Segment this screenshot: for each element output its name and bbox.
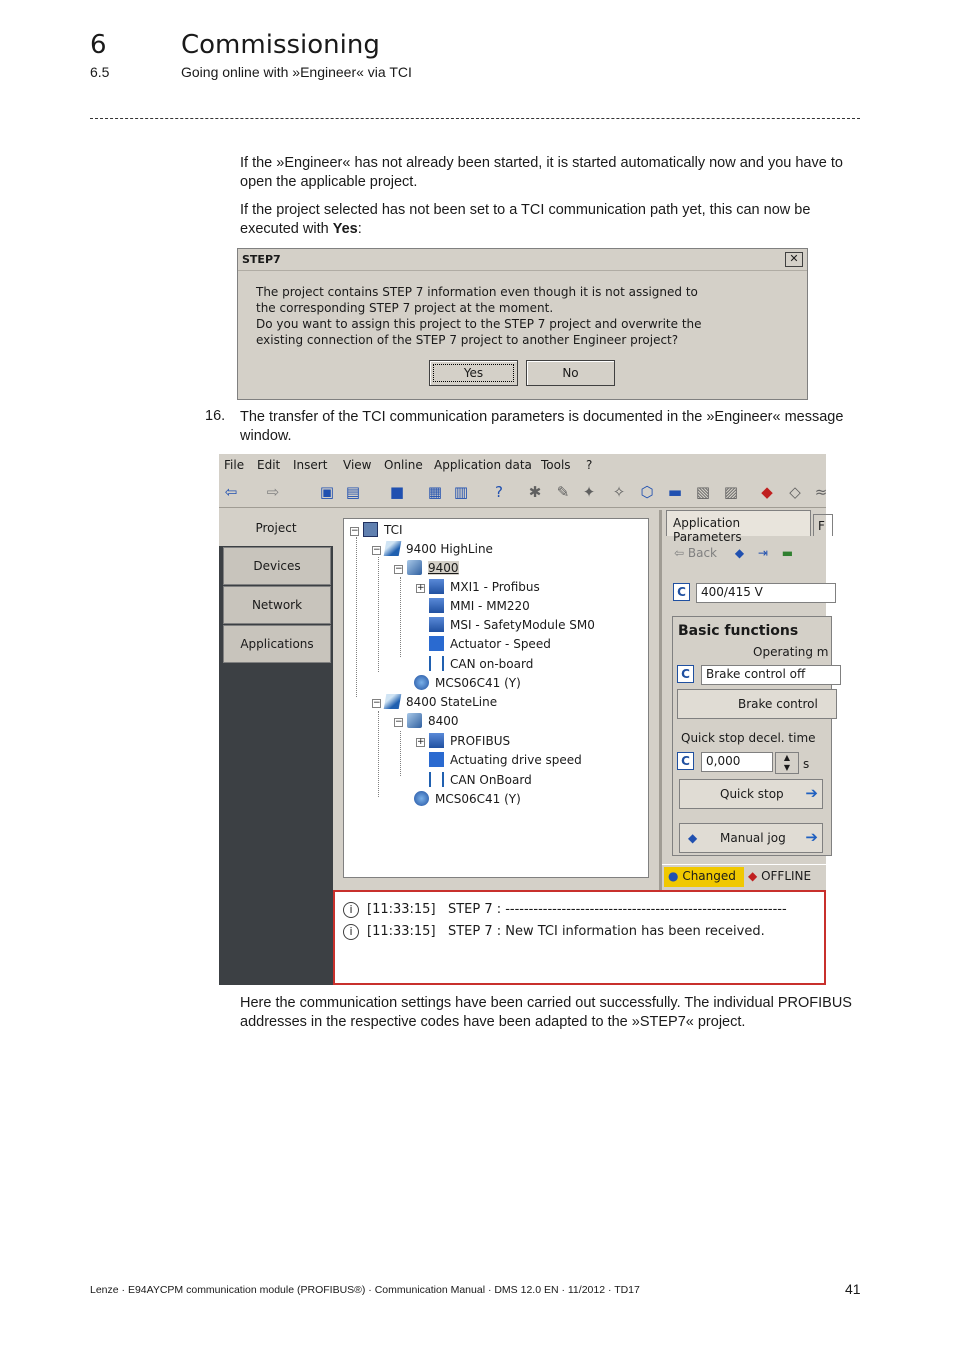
offline-label: OFFLINE: [761, 869, 812, 883]
back-arrow-icon[interactable]: ⇦: [674, 546, 688, 560]
sidebar-devices-button[interactable]: Devices: [223, 547, 331, 585]
basic-functions-group: [672, 616, 832, 856]
changed-badge: [664, 867, 744, 887]
tab-f[interactable]: F: [813, 514, 833, 536]
can-bus-icon: [429, 656, 444, 671]
menu-online[interactable]: Online: [384, 458, 423, 472]
tool-icon[interactable]: ✧: [612, 483, 626, 501]
sidebar-network-button[interactable]: Network: [223, 586, 331, 624]
paragraph-colon: :: [357, 221, 362, 237]
collapse-icon[interactable]: −: [373, 545, 381, 555]
tool-icon[interactable]: ✦: [582, 483, 596, 501]
offline-icon: ◆: [748, 869, 758, 883]
sidebar-applications-button[interactable]: Applications: [223, 625, 331, 663]
tree-label: Actuator - Speed: [450, 637, 551, 651]
device-line-icon: [384, 694, 402, 709]
menu-edit[interactable]: Edit: [257, 458, 281, 472]
menu-bar: [219, 454, 826, 478]
dialog-title-bar: [238, 249, 807, 271]
tree-label: 8400 StateLine: [406, 695, 498, 709]
tree-node-mcs1[interactable]: [414, 675, 521, 691]
tree-connector: [378, 711, 379, 797]
application-icon: [429, 752, 444, 767]
tree-node-9400[interactable]: [394, 560, 459, 576]
folder-icon[interactable]: ▤: [345, 483, 361, 501]
tree-node-8400-stateline[interactable]: [372, 694, 497, 710]
dialog-message: [256, 284, 702, 348]
step-16-text: The transfer of the TCI communication parameters is documented in the »Engineer« message window.: [240, 409, 844, 444]
tree-connector: [400, 577, 401, 657]
forward-arrow-icon[interactable]: ⇨: [266, 483, 280, 501]
menu-file[interactable]: File: [224, 458, 245, 472]
section-title: Going online with »Engineer« via TCI: [181, 64, 412, 80]
arrow-right-icon: ➔: [805, 784, 818, 802]
changed-label: Changed: [682, 869, 736, 883]
unit-seconds: s: [803, 757, 810, 771]
arrow-right-icon: ➔: [805, 828, 818, 846]
menu-tools[interactable]: Tools: [541, 458, 571, 472]
tree-label: MMI - MM220: [450, 599, 530, 613]
controller-icon: [407, 560, 422, 575]
paragraph-yes-bold: Yes: [332, 221, 358, 237]
code-c-icon[interactable]: C: [677, 752, 694, 770]
dialog-line: The project contains STEP 7 information even though it is not assigned to: [256, 285, 698, 299]
tree-label-selected: 9400: [428, 561, 459, 575]
paragraph-tci-path-text: If the project selected has not been set to a TCI communication path yet, this can now be executed with: [240, 202, 811, 237]
expand-icon[interactable]: +: [417, 583, 425, 593]
info-icon: i: [343, 902, 359, 918]
tool-icon[interactable]: ▨: [723, 483, 739, 501]
sidebar: [219, 510, 333, 985]
c-code-box[interactable]: [677, 665, 694, 683]
tree-node-8400[interactable]: [394, 713, 459, 729]
manual-jog-label: Manual jog: [720, 831, 786, 845]
menu-application-data[interactable]: Application data: [434, 458, 532, 472]
close-icon[interactable]: ✕: [785, 252, 803, 267]
can-bus-icon: [429, 772, 444, 787]
splitter[interactable]: [659, 510, 662, 890]
menu-help[interactable]: ?: [586, 458, 593, 472]
info-icon[interactable]: ◆: [734, 546, 745, 560]
project-icon: [363, 522, 378, 537]
tree-label: Actuating drive speed: [450, 753, 582, 767]
tree-label: CAN OnBoard: [450, 773, 532, 787]
c-code-box[interactable]: [677, 752, 694, 770]
tree-label: MXI1 - Profibus: [450, 580, 540, 594]
voltage-field[interactable]: 400/415 V: [696, 583, 836, 603]
no-button[interactable]: No: [526, 360, 615, 386]
tree-node-actuator-speed[interactable]: [429, 636, 551, 652]
sidebar-project-tab[interactable]: Project: [219, 510, 333, 546]
module-icon: [429, 617, 444, 632]
quick-stop-time-input[interactable]: 0,000: [701, 752, 773, 772]
tree-node-mcs2[interactable]: [414, 791, 521, 807]
spin-stepper[interactable]: ▲ ▼: [775, 752, 799, 774]
code-c-icon[interactable]: C: [677, 665, 694, 683]
offline-status: [748, 869, 811, 883]
menu-view[interactable]: View: [343, 458, 372, 472]
collapse-icon[interactable]: −: [395, 717, 403, 727]
tree-label: 9400 HighLine: [406, 542, 493, 556]
dialog-line: Do you want to assign this project to the STEP 7 project and overwrite the: [256, 317, 702, 331]
module-icon: [429, 598, 444, 613]
motor-icon: [414, 791, 429, 806]
footer-doc-info: Lenze · E94AYCPM communication module (PROFIBUS®) · Communication Manual · DMS 12.0 EN · 11/2012 · TD17: [90, 1284, 640, 1296]
tree-connector: [356, 537, 357, 697]
message-time: [11:33:15]: [367, 924, 436, 939]
tab-application-parameters[interactable]: Application Parameters: [666, 510, 811, 536]
tree-node-actuating-drive-speed[interactable]: [429, 752, 582, 768]
c-code-box[interactable]: [673, 583, 690, 601]
insert-device-icon[interactable]: ▣: [319, 483, 335, 501]
brake-control-button[interactable]: Brake control: [677, 689, 837, 719]
tree-label: MSI - SafetyModule SM0: [450, 618, 595, 632]
parameter-icon[interactable]: ▬: [781, 546, 794, 560]
message-row: [343, 902, 787, 918]
section-number: 6.5: [90, 64, 110, 80]
go-online-icon[interactable]: ◆: [761, 483, 773, 501]
tree-node-tci[interactable]: [350, 522, 403, 538]
tree-node-9400-highline[interactable]: [372, 541, 493, 557]
module-icon: [429, 579, 444, 594]
page-number: 41: [845, 1281, 861, 1297]
tree-node-can-onboard[interactable]: [429, 656, 533, 672]
quick-stop-button[interactable]: [679, 779, 823, 809]
message-window: [333, 890, 826, 985]
tree-label: PROFIBUS: [450, 734, 511, 748]
tree-label: MCS06C41 (Y): [435, 792, 521, 806]
collapse-icon[interactable]: −: [351, 526, 359, 536]
chapter-title: Commissioning: [181, 30, 380, 60]
step-number: 16.: [205, 408, 226, 424]
message-text: STEP 7 : New TCI information has been received.: [447, 924, 765, 939]
manual-jog-button[interactable]: [679, 823, 823, 853]
tree-label: MCS06C41 (Y): [435, 676, 521, 690]
download-icon[interactable]: ▬: [667, 483, 683, 501]
application-icon: [429, 636, 444, 651]
back-arrow-icon[interactable]: ⇦: [224, 483, 238, 501]
tree-label: CAN on-board: [450, 657, 534, 671]
param-toolbar: [674, 546, 793, 560]
status-bar: [662, 864, 826, 888]
group-title: Basic functions: [678, 623, 799, 639]
controller-icon: [407, 713, 422, 728]
message-time: [11:33:15]: [367, 902, 436, 917]
menu-insert[interactable]: Insert: [293, 458, 328, 472]
code-c-icon[interactable]: C: [673, 583, 690, 601]
tree-connector: [400, 731, 401, 776]
device-line-icon: [384, 541, 402, 556]
info-icon: ◆: [688, 831, 698, 845]
dialog-line: existing connection of the STEP 7 project to another Engineer project?: [256, 333, 679, 347]
tool-icon[interactable]: ≈: [814, 483, 828, 501]
motor-icon: [414, 675, 429, 690]
changed-icon: ●: [668, 869, 679, 883]
tree-node-mxi1[interactable]: [416, 579, 540, 595]
expand-icon[interactable]: +: [417, 737, 425, 747]
paragraph-result: Here the communication settings have been carried out successfully. The individual PROFIBUS addresses in the respective codes have been adapted to the »STEP7« project.: [240, 995, 852, 1030]
project-tree: [343, 518, 649, 878]
tree-node-profibus[interactable]: [416, 733, 510, 749]
collapse-icon[interactable]: −: [395, 564, 403, 574]
monitor-icon[interactable]: ▦: [427, 483, 443, 501]
tree-node-can-onboard-8400[interactable]: [429, 772, 532, 788]
tree-label: 8400: [428, 714, 459, 728]
back-label[interactable]: Back: [687, 546, 718, 560]
save-icon[interactable]: ■: [389, 483, 405, 501]
window-icon[interactable]: ▥: [453, 483, 469, 501]
help-icon[interactable]: ?: [495, 483, 503, 501]
tree-label: TCI: [384, 523, 403, 537]
export-icon[interactable]: ⇥: [757, 546, 768, 560]
go-offline-icon[interactable]: ◇: [789, 483, 801, 501]
quick-stop-label: Quick stop: [720, 787, 784, 801]
collapse-icon[interactable]: −: [373, 698, 381, 708]
header-rule: [90, 118, 860, 119]
tool-icon[interactable]: ✎: [556, 483, 570, 501]
tree-node-msi[interactable]: [429, 617, 595, 633]
info-icon: i: [343, 924, 359, 940]
dialog-line: the corresponding STEP 7 project at the moment.: [256, 301, 554, 315]
tree-node-mmi[interactable]: [429, 598, 530, 614]
quick-stop-time-label: Quick stop decel. time: [681, 731, 816, 745]
tree-connector: [378, 557, 379, 672]
paragraph-engineer-start: If the »Engineer« has not already been started, it is started automatically now and you have to open the applicable project.: [240, 155, 843, 190]
yes-button[interactable]: Yes: [429, 360, 518, 386]
module-icon: [429, 733, 444, 748]
engineer-window: [219, 454, 829, 985]
paragraph-tci-path: [240, 201, 862, 239]
toolbar: [219, 478, 826, 508]
dialog-title: STEP7: [242, 253, 281, 266]
chapter-number: 6: [90, 30, 107, 60]
online-icon[interactable]: ⬡: [640, 483, 654, 501]
message-row: [343, 924, 765, 940]
tool-icon[interactable]: ▧: [695, 483, 711, 501]
tool-icon[interactable]: ✱: [528, 483, 542, 501]
step7-dialog: [237, 248, 808, 400]
brake-mode-field[interactable]: Brake control off: [701, 665, 841, 685]
operating-mode-label: Operating m: [753, 645, 829, 659]
message-text: STEP 7 : ------------------------------------------------------------: [447, 902, 787, 917]
